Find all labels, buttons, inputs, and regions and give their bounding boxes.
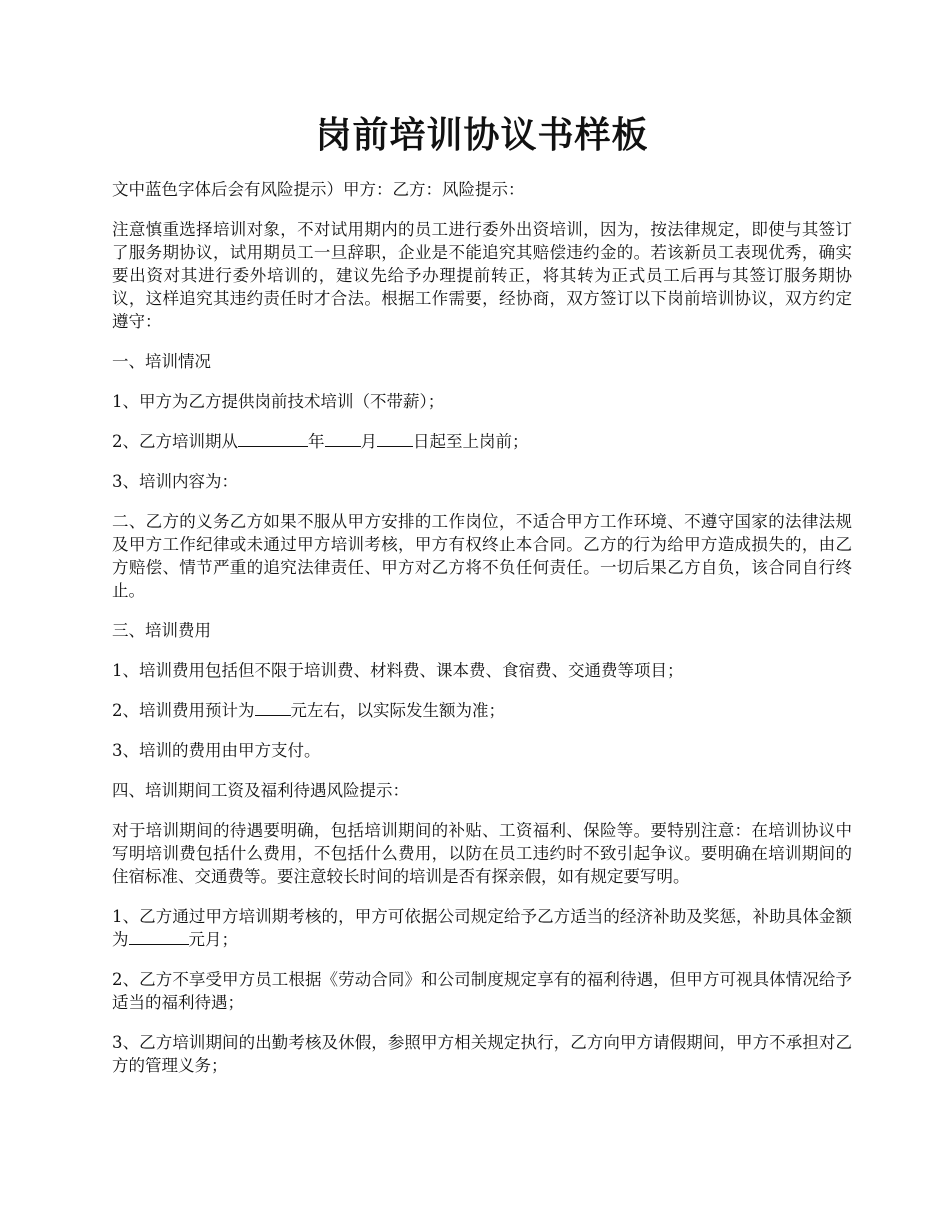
document-title: 岗前培训协议书样板	[315, 114, 649, 156]
clause-1-2-part-b: 年	[308, 432, 325, 451]
clause-4-1	[112, 905, 852, 951]
section-1-heading: 一、培训情况	[112, 352, 211, 371]
clause-3-3: 3、培训的费用由甲方支付。	[112, 741, 321, 760]
clause-4-3: 3、乙方培训期间的出勤考核及休假，参照甲方相关规定执行，乙方向甲方请假期间，甲方不承担对乙方的管理义务；	[112, 1033, 852, 1075]
section-4-risk-text: 对于培训期间的待遇要明确，包括培训期间的补贴、工资福利、保险等。要特别注意：在培训协议中写明培训费包括什么费用，不包括什么费用，以防在员工违约时不致引起争议。要明确在培训期间的住宿标准、交通费等。要注意较长时间的培训是否有探亲假，如有规定要写明。	[112, 821, 852, 886]
section-4-heading: 四、培训期间工资及福利待遇风险提示：	[112, 781, 409, 800]
clause-4-1-part-a: 1、乙方通过甲方培训期考核的，甲方可依据公司规定给予乙方适当的经济补助及奖惩，补助具体金额为	[112, 907, 852, 949]
clause-1-2-part-d: 日起至上岗前；	[413, 432, 529, 451]
clause-3-2-part-a: 2、培训费用预计为	[112, 701, 255, 720]
clause-1-2	[112, 430, 852, 453]
section-3-heading: 三、培训费用	[112, 621, 211, 640]
document-body	[112, 178, 852, 1094]
clause-4-2: 2、乙方不享受甲方员工根据《劳动合同》和公司制度规定享有的福利待遇，但甲方可视具体情况给予适当的福利待遇；	[112, 970, 852, 1012]
risk-notice-text: 注意慎重选择培训对象，不对试用期内的员工进行委外出资培训，因为，按法律规定，即使与其签订了服务期协议，试用期员工一旦辞职，企业是不能追究其赔偿违约金的。若该新员工表现优秀，确实要出资对其进行委外培训的，建议先给予办理提前转正，将其转为正式员工后再与其签订服务期协议，这样追究其违约责任时才合法。根据工作需要，经协商，双方签订以下岗前培训协议，双方约定遵守：	[112, 220, 852, 331]
day-blank	[377, 430, 413, 447]
year-blank	[238, 430, 308, 447]
fee-blank	[255, 699, 291, 716]
clause-1-1: 1、甲方为乙方提供岗前技术培训（不带薪）；	[112, 392, 445, 411]
month-blank	[325, 430, 361, 447]
clause-3-1: 1、培训费用包括但不限于培训费、材料费、课本费、食宿费、交通费等项目；	[112, 661, 684, 680]
subsidy-blank	[129, 928, 189, 945]
section-2-text: 二、乙方的义务乙方如果不服从甲方安排的工作岗位，不适合甲方工作环境、不遵守国家的法律法规及甲方工作纪律或未通过甲方培训考核，甲方有权终止本合同。乙方的行为给甲方造成损失的，由乙方赔偿、情节严重的追究法律责任、甲方对乙方将不负任何责任。一切后果乙方自负，该合同自行终止。	[112, 512, 852, 600]
clause-1-2-part-a: 2、乙方培训期从	[112, 432, 238, 451]
clause-3-2	[112, 699, 852, 722]
clause-3-2-part-b: 元左右，以实际发生额为准；	[290, 701, 505, 720]
clause-4-1-part-b: 元月；	[188, 930, 238, 949]
clause-1-2-part-c: 月	[360, 432, 377, 451]
risk-notice-intro: 文中蓝色字体后会有风险提示）甲方：乙方：风险提示：	[112, 180, 525, 199]
clause-1-3: 3、培训内容为：	[112, 472, 238, 491]
